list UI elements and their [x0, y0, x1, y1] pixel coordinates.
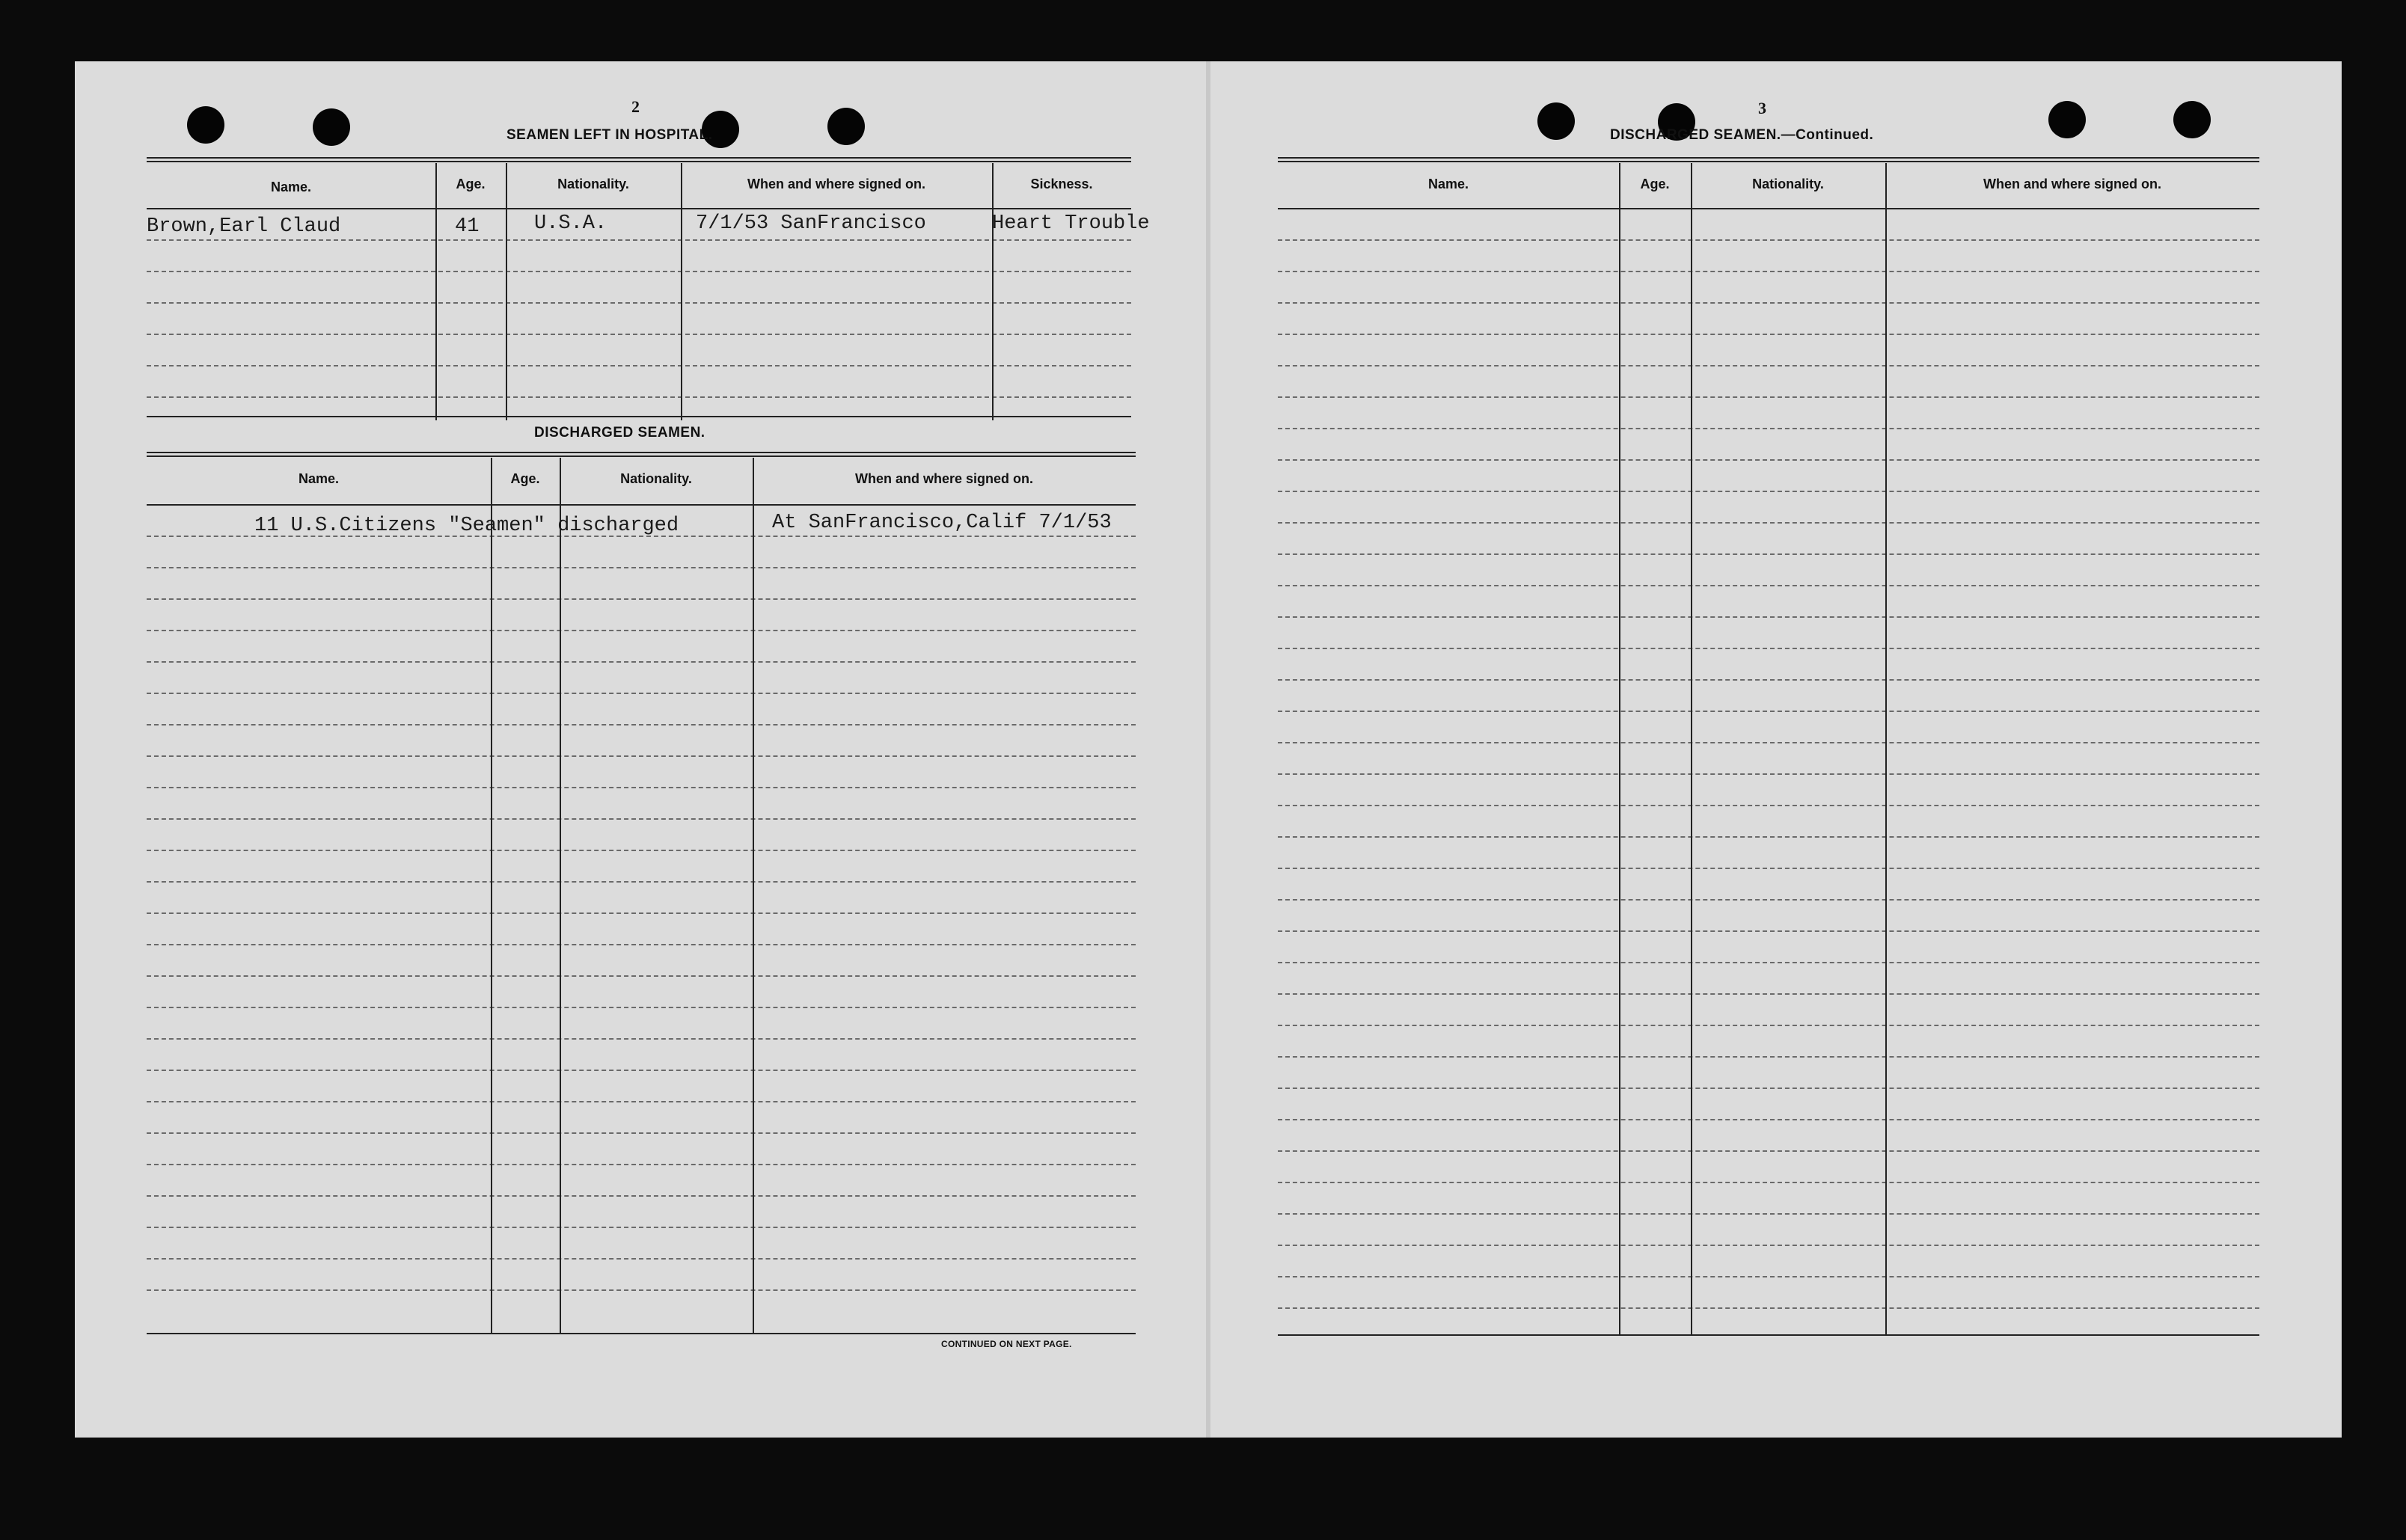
- section-divider: [147, 416, 1131, 417]
- punch-hole: [2173, 101, 2211, 138]
- hospital-table: [147, 157, 1150, 426]
- hospital-header-sickness: Sickness.: [1030, 177, 1093, 191]
- hospital-header-signed-on: When and where signed on.: [747, 177, 926, 191]
- discharged-row-signed-on: At SanFrancisco,Calif 7/1/53: [772, 512, 1112, 534]
- page-fold: [1206, 61, 1210, 1438]
- hospital-section-title: SEAMEN LEFT IN HOSPITAL.: [506, 127, 713, 143]
- discharged-table-right: [1278, 157, 2259, 1337]
- discharged-header-nationality: Nationality.: [620, 471, 692, 486]
- hospital-row-name: Brown,Earl Claud: [147, 215, 341, 238]
- discharged-row-name: 11 U.S.Citizens "Seamen" discharged: [254, 515, 679, 537]
- right-header-name: Name.: [1427, 177, 1469, 191]
- right-header-nationality: Nationality.: [1752, 177, 1824, 191]
- continued-section-title: DISCHARGED SEAMEN.—Continued.: [1610, 127, 1874, 143]
- punch-hole: [1537, 102, 1575, 140]
- continued-footer: CONTINUED ON NEXT PAGE.: [941, 1339, 1072, 1349]
- hospital-header-age: Age.: [456, 177, 486, 191]
- hospital-row-nationality: U.S.A.: [534, 212, 607, 235]
- discharged-section-title: DISCHARGED SEAMEN.: [534, 425, 705, 441]
- punch-hole: [827, 108, 865, 145]
- hospital-header-name: Name.: [270, 180, 312, 194]
- punch-hole: [313, 108, 350, 146]
- page-number-right: 3: [1758, 99, 1766, 117]
- hospital-row-sickness: Heart Trouble: [992, 212, 1150, 235]
- discharged-table-left: [147, 452, 1136, 1339]
- punch-hole: [187, 106, 224, 144]
- right-header-signed-on: When and where signed on.: [1983, 177, 2162, 191]
- punch-hole: [2048, 101, 2086, 138]
- hospital-row-age: 41: [455, 215, 480, 238]
- right-header-age: Age.: [1640, 177, 1670, 191]
- hospital-header-nationality: Nationality.: [557, 177, 629, 191]
- discharged-header-signed-on: When and where signed on.: [854, 471, 1034, 486]
- page-number-left: 2: [631, 97, 640, 116]
- discharged-header-name: Name.: [298, 471, 340, 486]
- discharged-header-age: Age.: [510, 471, 540, 486]
- hospital-row-signed-on: 7/1/53 SanFrancisco: [696, 212, 926, 235]
